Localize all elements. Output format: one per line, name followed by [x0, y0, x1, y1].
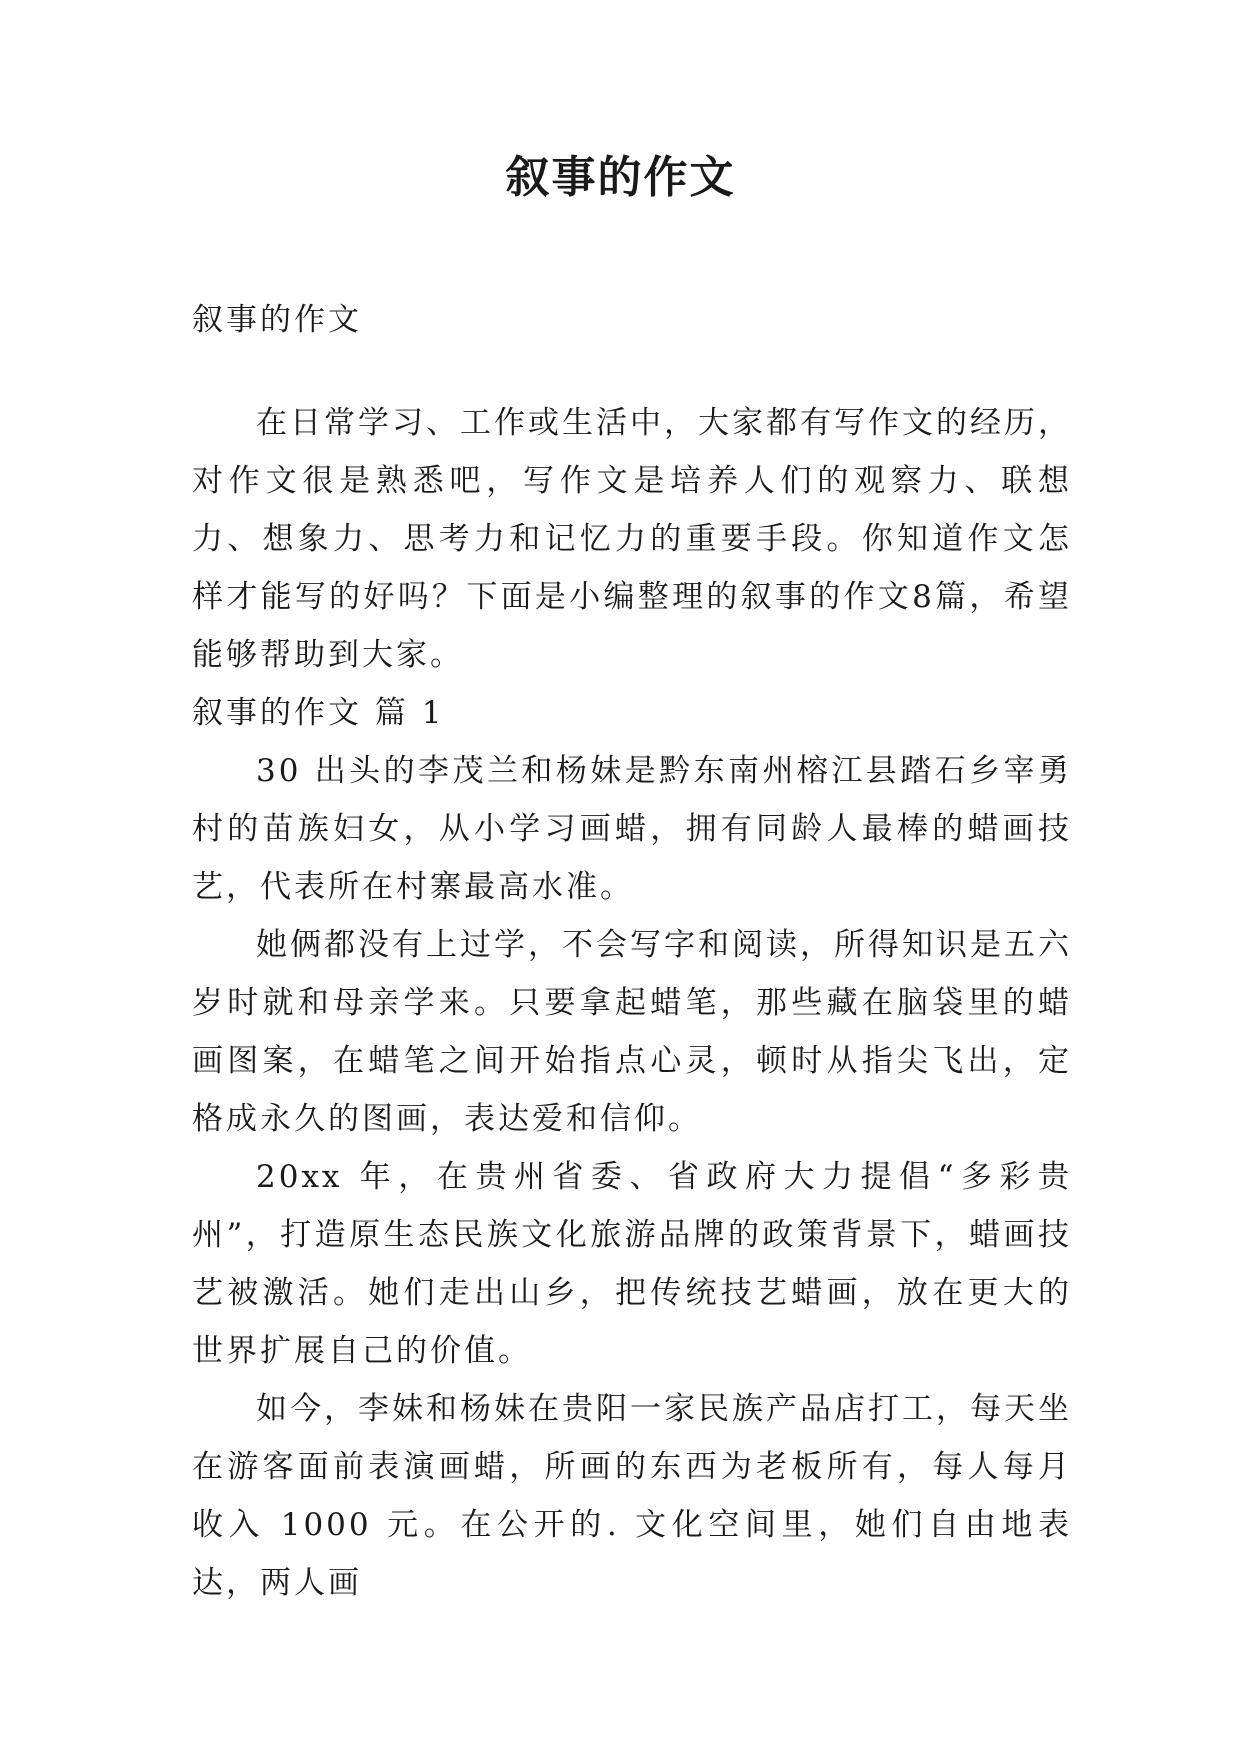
section-heading: 叙事的作文 篇 1: [192, 695, 445, 731]
document-title: 叙事的作文: [505, 152, 736, 203]
body-paragraph: 30 出头的李茂兰和杨妹是黔东南州榕江县踏石乡宰勇村的苗族妇女，从小学习画蜡，拥有同龄人最棒的蜡画技艺，代表所在村寨最高水准。: [192, 753, 1072, 905]
body-paragraph: 她俩都没有上过学，不会写字和阅读，所得知识是五六岁时就和母亲学来。只要拿起蜡笔，那些藏在脑袋里的蜡画图案，在蜡笔之间开始指点心灵，顿时从指尖飞出，定格成永久的图画，表达爱和信仰。: [192, 927, 1072, 1137]
document-body: [192, 290, 1072, 1612]
body-paragraph: 如今，李妹和杨妹在贵阳一家民族产品店打工，每天坐在游客面前表演画蜡，所画的东西为老板所有，每人每月收入 1000 元。在公开的. 文化空间里，她们自由地表达，两人画: [192, 1391, 1072, 1601]
body-paragraph: 20xx 年，在贵州省委、省政府大力提倡“多彩贵州”，打造原生态民族文化旅游品牌的政策背景下，蜡画技艺被激活。她们走出山乡，把传统技艺蜡画，放在更大的世界扩展自己的价值。: [192, 1159, 1072, 1369]
intro-paragraph: 在日常学习、工作或生活中，大家都有写作文的经历，对作文很是熟悉吧，写作文是培养人们的观察力、联想力、想象力、思考力和记忆力的重要手段。你知道作文怎样才能写的好吗？下面是小编整理的叙事的作文8篇，希望能够帮助到大家。: [192, 405, 1072, 673]
document-subtitle: 叙事的作文: [192, 302, 362, 338]
